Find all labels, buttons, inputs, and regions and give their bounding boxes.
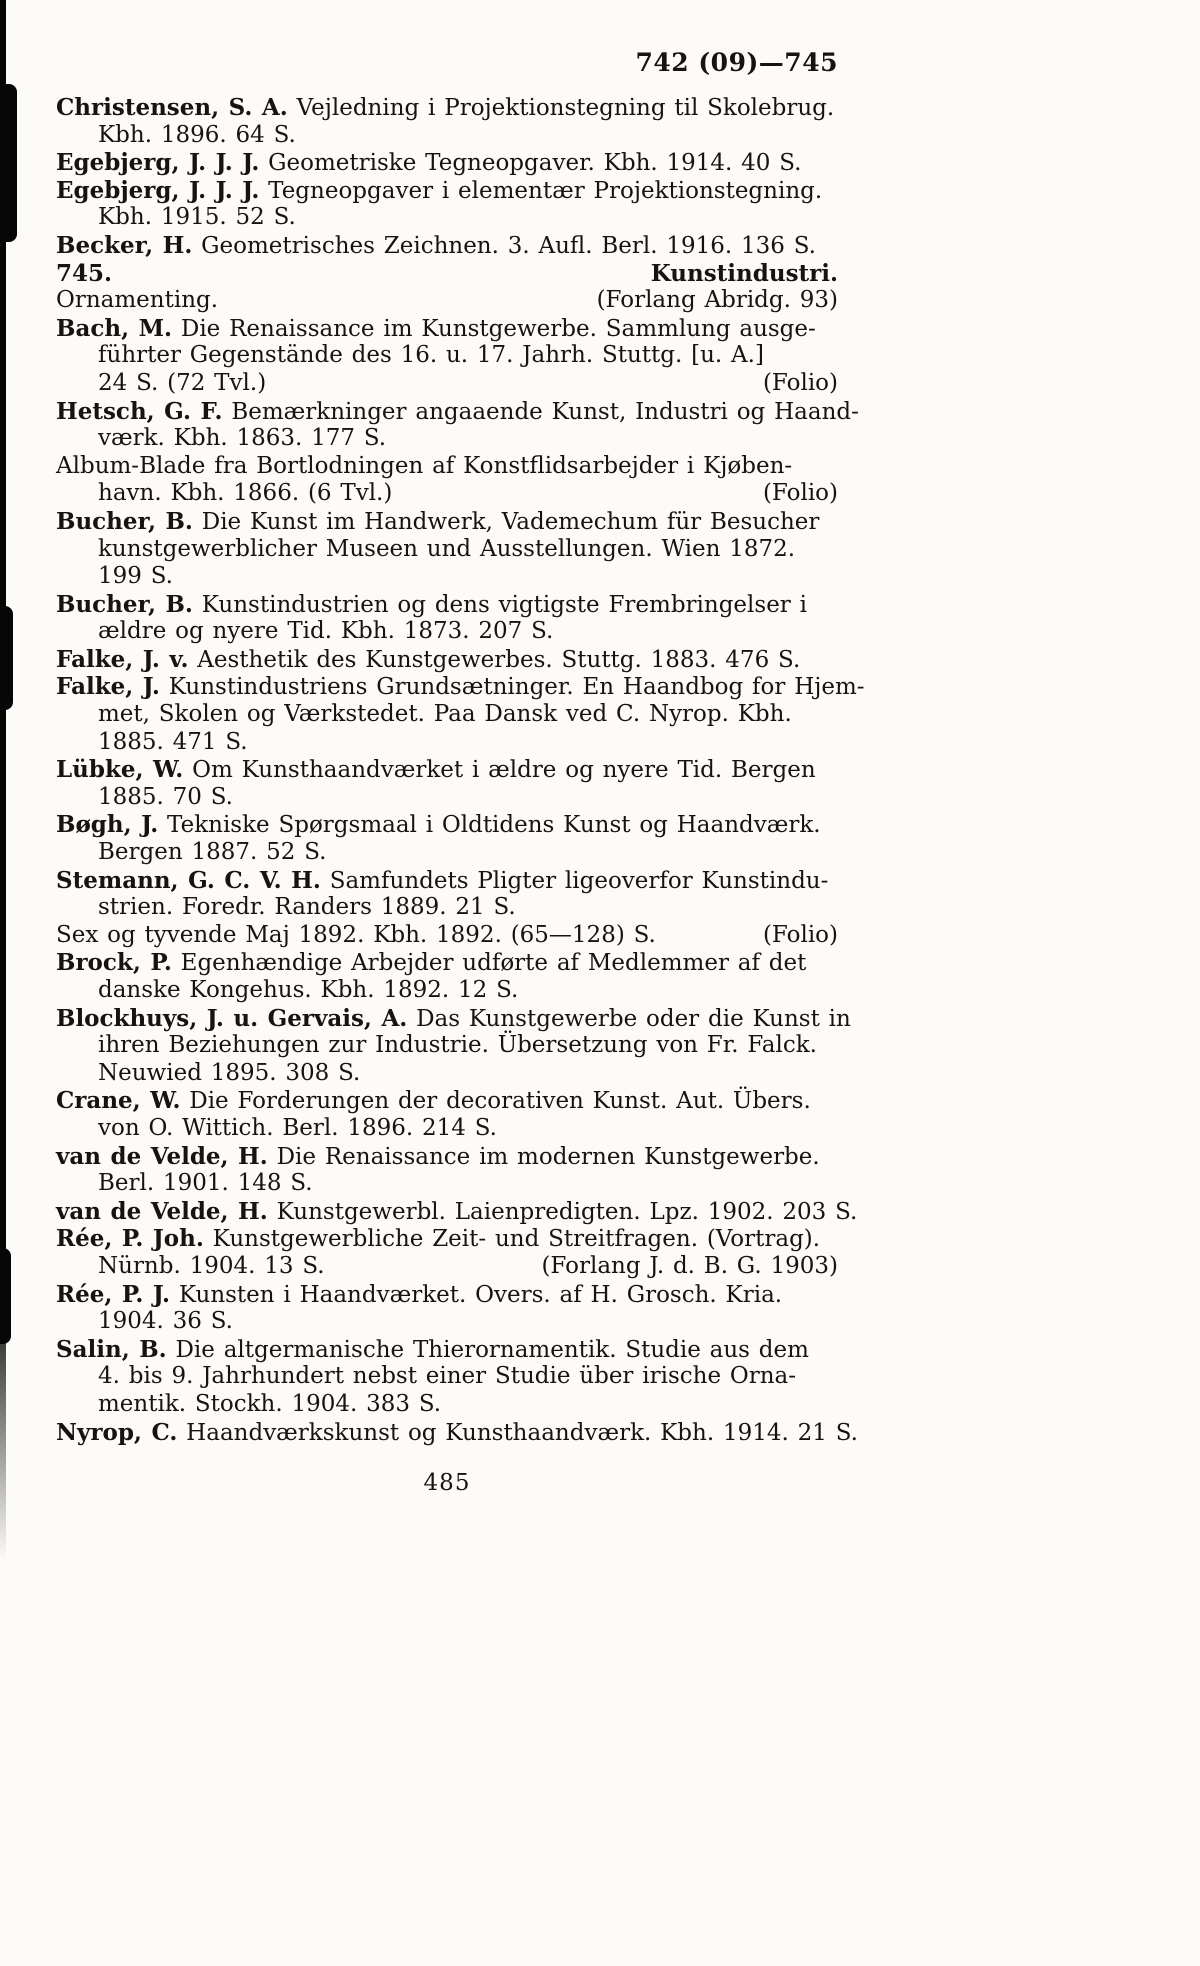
author-name: Bucher, B. xyxy=(56,507,193,535)
author-name: Salin, B. xyxy=(56,1335,167,1363)
bibliography-entry xyxy=(56,397,859,453)
entry-line xyxy=(56,1225,838,1253)
scan-artifact xyxy=(0,606,13,710)
entry-line xyxy=(56,1004,851,1033)
entry-line xyxy=(56,673,865,701)
text-segment: Egenhændige Arbejder udførte af Medlemmer af det xyxy=(171,950,807,977)
page-header-number: 742 (09)—745 xyxy=(635,48,838,77)
entry-text xyxy=(98,1308,233,1334)
author-name: Christensen, S. A. xyxy=(56,94,288,121)
bibliography-entry xyxy=(56,94,838,149)
text-segment: Samfundets Pligter ligeoverfor Kunstindu- xyxy=(320,867,829,894)
author-name: Hetsch, G. F. xyxy=(56,397,223,425)
entry-text xyxy=(56,509,819,535)
entry-text xyxy=(56,922,656,950)
entry-line xyxy=(56,315,838,343)
author-name: Bucher, B. xyxy=(56,590,193,618)
entry-line xyxy=(56,1115,838,1143)
entry-text xyxy=(98,1391,441,1417)
text-segment: von O. Wittich. Berl. 1896. 214 S. xyxy=(98,1114,497,1141)
author-name: Rée, P. Joh. xyxy=(56,1225,204,1253)
entry-text xyxy=(56,1282,782,1308)
entry-text xyxy=(98,784,233,810)
entry-line xyxy=(56,1391,838,1419)
entry-text xyxy=(98,1170,313,1196)
text-segment: kunstgewerblicher Museen und Ausstellungen. Wien 1872. xyxy=(98,535,796,562)
author-name: van de Velde, H. xyxy=(56,1197,268,1225)
bibliography-entry xyxy=(56,453,838,508)
entry-text xyxy=(56,1199,857,1225)
bibliography-entry xyxy=(56,232,838,260)
bibliography-entry xyxy=(56,1225,838,1280)
entry-line xyxy=(56,149,838,177)
text-segment: Haandværkskunst og Kunsthaandværk. Kbh. 1914. 21 S. xyxy=(177,1419,858,1446)
text-segment: strien. Foredr. Randers 1889. 21 S. xyxy=(98,894,516,921)
entry-text xyxy=(56,399,859,425)
text-segment: Kunstindustriens Grundsætninger. En Haandbog for Hjem- xyxy=(159,674,865,701)
text-segment: 24 S. (72 Tvl.) xyxy=(98,369,267,396)
entry-line xyxy=(56,370,838,398)
entry-line xyxy=(56,1253,838,1281)
entry-text xyxy=(98,204,296,230)
bibliography-entry xyxy=(56,756,838,811)
line-annotation: (Folio) xyxy=(762,369,838,396)
text-segment: 1904. 36 S. xyxy=(98,1308,233,1335)
text-segment: Kunstindustrien og dens vigtigste Frembringelser i xyxy=(192,591,807,618)
entry-line xyxy=(56,1281,838,1309)
bibliography-entry xyxy=(56,1336,838,1419)
entry-line xyxy=(56,177,838,205)
entry-line xyxy=(56,508,838,536)
entry-text xyxy=(56,1006,851,1032)
bibliography-entry xyxy=(56,949,838,1004)
entry-line xyxy=(56,1363,838,1391)
entry-text xyxy=(98,370,266,398)
entry-text xyxy=(98,480,392,508)
text-segment: Aesthetik des Kunstgewerbes. Stuttg. 1883. 476 S. xyxy=(188,646,801,673)
entry-line xyxy=(56,949,838,977)
entry-text xyxy=(98,563,173,589)
entry-line xyxy=(56,453,838,481)
text-segment: Die Renaissance im Kunstgewerbe. Sammlung ausge- xyxy=(172,315,816,342)
text-segment: Ornamenting. xyxy=(56,287,219,314)
author-name: Lübke, W. xyxy=(56,756,184,784)
entry-text xyxy=(98,977,518,1003)
entry-text xyxy=(98,342,764,368)
entry-text xyxy=(56,178,822,204)
author-name: Bøgh, J. xyxy=(56,811,159,839)
entry-text xyxy=(56,647,800,673)
entry-line xyxy=(56,1170,838,1198)
entry-line xyxy=(56,977,838,1005)
bibliography-entry xyxy=(56,177,838,232)
bibliography-list xyxy=(56,94,865,1446)
entry-line xyxy=(56,784,838,812)
text-segment: Die Kunst im Handwerk, Vademechum für Besucher xyxy=(192,508,820,535)
author-name: Becker, H. xyxy=(56,231,193,259)
entry-line xyxy=(56,867,838,895)
line-annotation: (Folio) xyxy=(762,480,838,507)
entry-line xyxy=(56,811,838,839)
entry-text xyxy=(56,1420,858,1446)
entry-line xyxy=(56,122,838,150)
bibliography-entry xyxy=(56,1281,838,1336)
bibliography-entry xyxy=(56,1418,858,1447)
entry-line xyxy=(56,1032,838,1060)
scan-artifact xyxy=(0,1248,11,1344)
entry-line xyxy=(56,839,838,867)
line-annotation: Kunstindustri. xyxy=(650,259,838,287)
text-segment: Vejledning i Projektionstegning til Skolebrug. xyxy=(287,95,835,121)
author-name: van de Velde, H. xyxy=(56,1142,268,1170)
text-segment: Kbh. 1915. 52 S. xyxy=(98,204,296,231)
bibliography-entry xyxy=(56,149,838,177)
entry-text xyxy=(56,950,806,976)
entry-text xyxy=(98,425,386,451)
line-annotation: (Folio) xyxy=(762,921,838,948)
entry-text xyxy=(56,812,821,838)
author-name: Brock, P. xyxy=(56,949,172,977)
bibliography-entry xyxy=(56,922,838,950)
entry-line xyxy=(56,287,838,315)
bibliography-entry xyxy=(56,315,838,398)
entry-text xyxy=(98,1060,360,1086)
bibliography-entry xyxy=(56,646,838,674)
bibliography-entry xyxy=(56,591,838,646)
author-name: Bach, M. xyxy=(56,314,173,342)
entry-line xyxy=(56,729,838,757)
text-segment: Kbh. 1896. 64 S. xyxy=(98,121,296,148)
text-column xyxy=(56,48,865,1446)
entry-text xyxy=(56,1337,809,1363)
entry-text xyxy=(56,260,112,288)
entry-text xyxy=(56,674,865,700)
entry-line xyxy=(56,756,838,784)
author-name: Stemann, G. C. V. H. xyxy=(56,866,321,894)
text-segment: ihren Beziehungen zur Industrie. Übersetzung von Fr. Falck. xyxy=(98,1032,817,1059)
text-segment: Geometriske Tegneopgaver. Kbh. 1914. 40 S. xyxy=(259,150,802,177)
text-segment: Kunsten i Haandværket. Overs. af H. Grosch. Kria. xyxy=(170,1281,783,1308)
author-name: Nyrop, C. xyxy=(56,1418,178,1446)
bibliography-entry xyxy=(56,673,865,756)
text-segment: met, Skolen og Værkstedet. Paa Dansk ved C. Nyrop. Kbh. xyxy=(98,701,792,728)
entry-text xyxy=(98,701,792,727)
text-segment: Sex og tyvende Maj 1892. Kbh. 1892. (65—128) S. xyxy=(56,921,656,948)
entry-text xyxy=(98,1115,497,1141)
entry-text xyxy=(98,839,326,865)
entry-line xyxy=(56,1143,838,1171)
entry-text xyxy=(56,1088,811,1114)
text-segment: danske Kongehus. Kbh. 1892. 12 S. xyxy=(98,977,519,1003)
text-segment: ældre og nyere Tid. Kbh. 1873. 207 S. xyxy=(98,618,554,645)
entry-line xyxy=(56,1418,858,1447)
bibliography-entry xyxy=(56,1143,838,1198)
text-segment: Kunstgewerbliche Zeit- und Streitfragen. (Vortrag). xyxy=(203,1226,821,1253)
bibliography-entry xyxy=(56,260,838,288)
entry-text xyxy=(56,287,218,315)
entry-text xyxy=(56,592,807,618)
entry-text xyxy=(56,453,792,479)
author-name: Falke, J. v. xyxy=(56,645,189,673)
text-segment: Die Renaissance im modernen Kunstgewerbe. xyxy=(267,1143,820,1170)
entry-text xyxy=(56,316,816,342)
author-name: Blockhuys, J. u. Gervais, A. xyxy=(56,1004,408,1032)
text-segment: 1885. 471 S. xyxy=(98,728,248,755)
text-segment: Das Kunstgewerbe oder die Kunst in xyxy=(407,1005,851,1032)
entry-line xyxy=(56,894,838,922)
entry-line xyxy=(56,397,859,426)
text-segment: Album-Blade fra Bortlodningen af Konstflidsarbejder i Kjøben- xyxy=(56,452,793,479)
page-number: 485 xyxy=(423,1470,471,1496)
entry-line xyxy=(56,922,838,950)
entry-line xyxy=(56,536,838,564)
text-segment: Die Forderungen der decorativen Kunst. Aut. Übers. xyxy=(180,1088,811,1115)
text-segment: Nürnb. 1904. 13 S. xyxy=(98,1252,325,1279)
entry-text xyxy=(56,1144,820,1170)
entry-text xyxy=(56,757,816,783)
entry-text xyxy=(98,1253,325,1281)
text-segment: 1885. 70 S. xyxy=(98,783,233,810)
author-name: Egebjerg, J. J. J. xyxy=(56,149,260,177)
entry-line xyxy=(56,701,838,729)
entry-line xyxy=(56,618,838,646)
entry-line xyxy=(56,1336,838,1364)
entry-line xyxy=(56,1308,838,1336)
author-name: Rée, P. J. xyxy=(56,1280,171,1308)
entry-text xyxy=(56,95,834,121)
text-segment: Om Kunsthaandværket i ældre og nyere Tid. Bergen xyxy=(183,757,816,784)
text-segment: führter Gegenstände des 16. u. 17. Jahrh. Stuttg. [u. A.] xyxy=(98,342,764,369)
entry-line xyxy=(56,563,838,591)
bibliography-entry xyxy=(56,1197,858,1226)
bibliography-entry xyxy=(56,811,838,866)
text-segment: havn. Kbh. 1866. (6 Tvl.) xyxy=(98,480,393,507)
entry-text xyxy=(98,729,248,755)
text-segment: Berl. 1901. 148 S. xyxy=(98,1170,313,1197)
entry-line xyxy=(56,260,838,288)
entry-text xyxy=(56,1226,820,1252)
bibliography-entry xyxy=(56,508,838,591)
author-name: 745. xyxy=(56,259,113,287)
entry-text xyxy=(98,1363,796,1389)
entry-line xyxy=(56,1060,838,1088)
text-segment: mentik. Stockh. 1904. 383 S. xyxy=(98,1390,442,1417)
scan-artifact xyxy=(0,84,17,242)
text-segment: Geometrisches Zeichnen. 3. Aufl. Berl. 1916. 136 S. xyxy=(192,232,816,259)
entry-text xyxy=(98,536,795,562)
entry-line xyxy=(56,480,838,508)
entry-text xyxy=(98,618,553,644)
author-name: Egebjerg, J. J. J. xyxy=(56,176,260,204)
text-segment: 199 S. xyxy=(98,563,173,590)
text-segment: værk. Kbh. 1863. 177 S. xyxy=(98,425,387,452)
text-segment: Bergen 1887. 52 S. xyxy=(98,839,327,866)
text-segment: Bemærkninger angaaende Kunst, Industri og Haand- xyxy=(222,398,859,425)
entry-text xyxy=(98,894,516,920)
entry-line xyxy=(56,646,838,674)
text-segment: Tegneopgaver i elementær Projektionstegning. xyxy=(259,177,823,204)
bibliography-entry xyxy=(56,1087,838,1142)
line-annotation: (Forlang Abridg. 93) xyxy=(596,287,838,314)
entry-text xyxy=(98,122,296,148)
entry-line xyxy=(56,1197,858,1226)
text-segment: 4. bis 9. Jahrhundert nebst einer Studie über irische Orna- xyxy=(98,1363,797,1390)
bibliography-entry xyxy=(56,287,838,315)
entry-text xyxy=(56,233,816,259)
text-segment: Neuwied 1895. 308 S. xyxy=(98,1059,361,1086)
line-annotation: (Forlang J. d. B. G. 1903) xyxy=(541,1252,838,1279)
bibliography-entry xyxy=(56,1004,851,1088)
text-segment: Kunstgewerbl. Laienpredigten. Lpz. 1902. 203 S. xyxy=(267,1198,858,1225)
entry-text xyxy=(56,150,801,176)
entry-text xyxy=(98,1032,817,1058)
bibliography-entry xyxy=(56,867,838,922)
text-segment: Tekniske Spørgsmaal i Oldtidens Kunst og Haandværk. xyxy=(158,812,821,839)
text-segment: Die altgermanische Thierornamentik. Studie aus dem xyxy=(166,1336,809,1363)
entry-line xyxy=(56,94,838,122)
entry-line xyxy=(56,232,838,260)
entry-line xyxy=(56,425,838,453)
entry-line xyxy=(56,1087,838,1115)
entry-line xyxy=(56,204,838,232)
author-name: Crane, W. xyxy=(56,1087,181,1115)
entry-text xyxy=(56,868,828,894)
author-name: Falke, J. xyxy=(56,673,160,701)
entry-line xyxy=(56,591,838,619)
entry-line xyxy=(56,342,838,370)
